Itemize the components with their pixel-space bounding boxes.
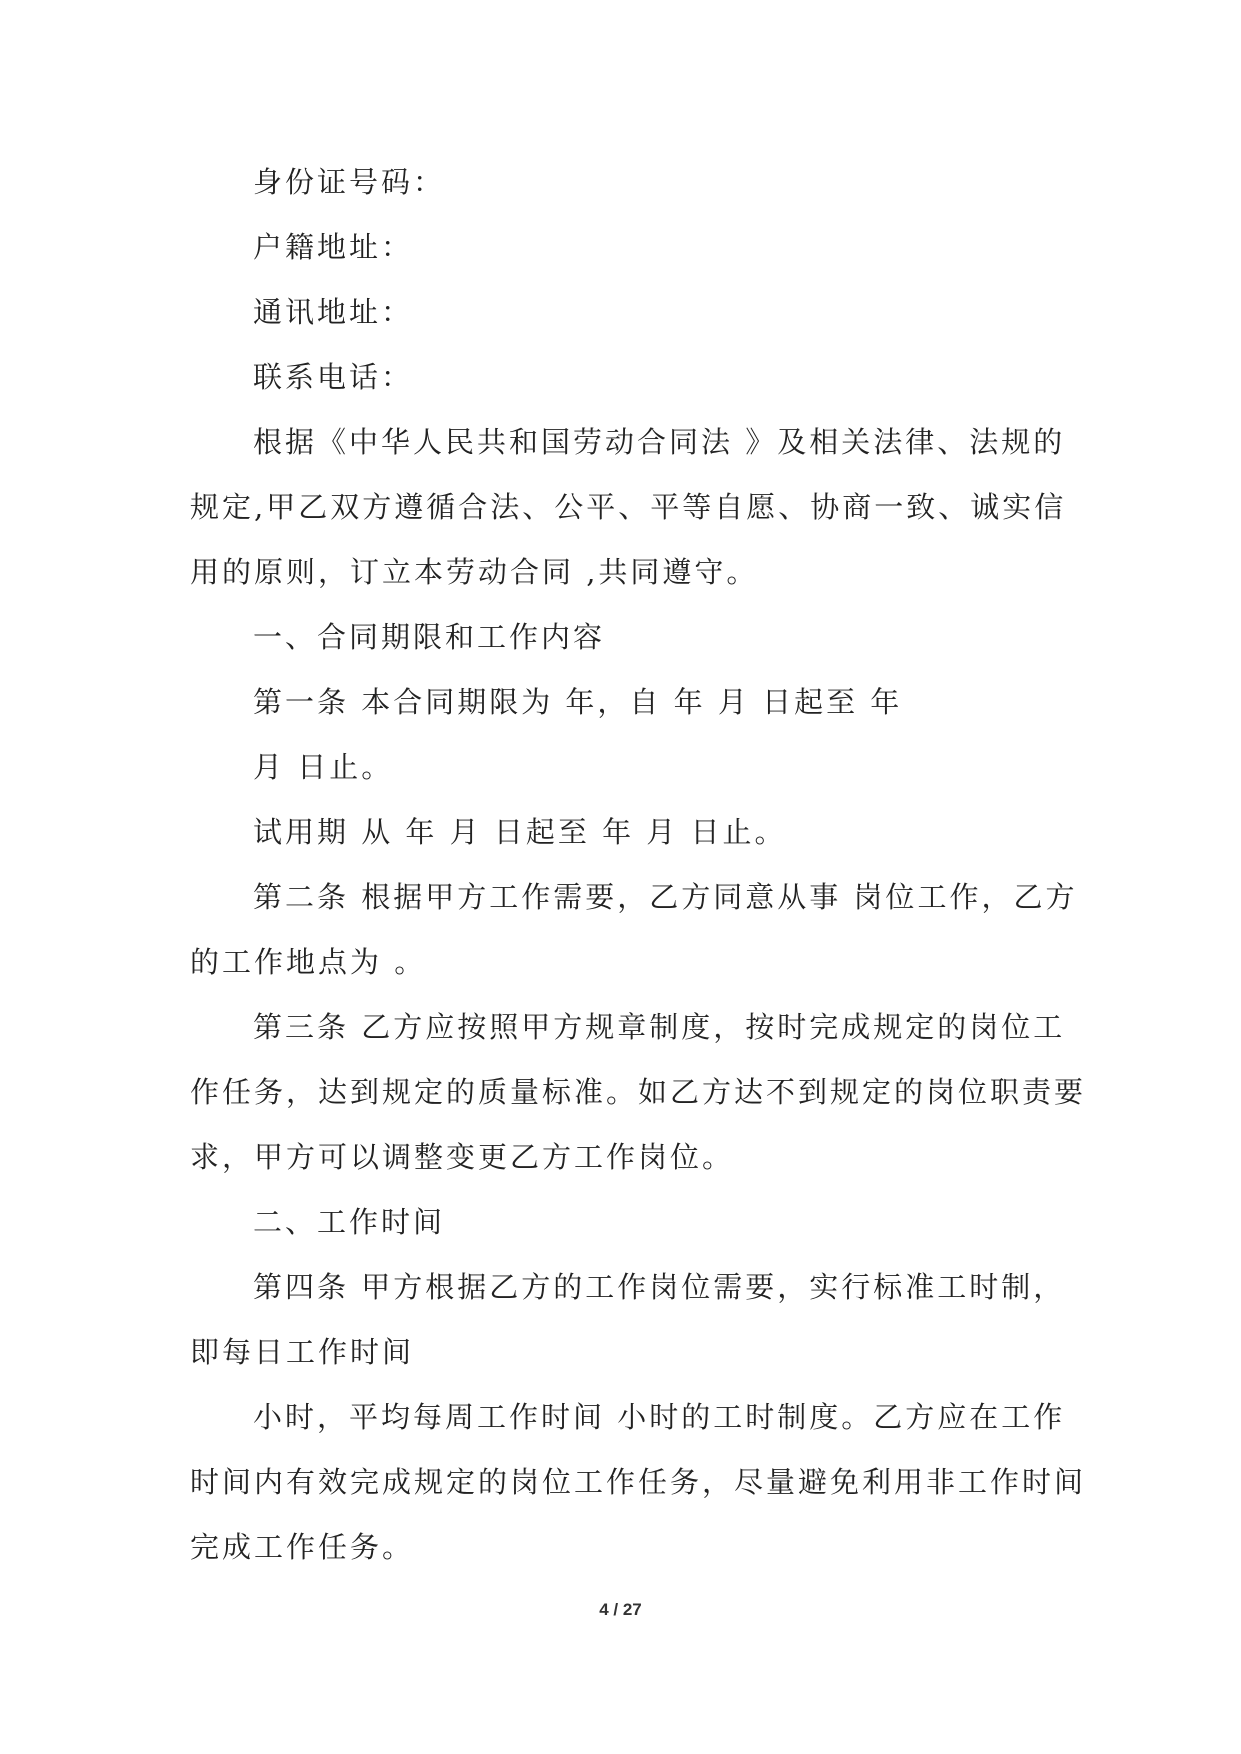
mailing-address-label: 通讯地址： <box>253 295 414 329</box>
paragraph-line: 用的原则，订立本劳动合同 ,共同遵守。 <box>190 555 759 589</box>
paragraph-line: 根据《中华人民共和国劳动合同法 》及相关法律、法规的 <box>253 425 1066 459</box>
page-number: 4 / 27 <box>599 1600 642 1619</box>
household-address-label: 户籍地址： <box>253 230 414 264</box>
article-line: 第四条 甲方根据乙方的工作岗位需要，实行标准工时制， <box>253 1270 1066 1304</box>
article-line: 作任务，达到规定的质量标准。如乙方达不到规定的岗位职责要 <box>190 1075 1087 1109</box>
article-line: 试用期 从 年 月 日起至 年 月 日止。 <box>253 815 787 849</box>
article-line: 完成工作任务。 <box>190 1530 415 1564</box>
article-line: 求，甲方可以调整变更乙方工作岗位。 <box>190 1140 735 1174</box>
article-line: 时间内有效完成规定的岗位工作任务，尽量避免利用非工作时间 <box>190 1465 1087 1499</box>
article-line: 小时，平均每周工作时间 小时的工时制度。乙方应在工作 <box>253 1400 1066 1434</box>
article-line: 的工作地点为 。 <box>190 945 427 979</box>
phone-label: 联系电话： <box>253 360 414 394</box>
article-line: 第二条 根据甲方工作需要，乙方同意从事 岗位工作，乙方 <box>253 880 1078 914</box>
paragraph-line: 规定,甲乙双方遵循合法、公平、平等自愿、协商一致、诚实信 <box>190 490 1067 524</box>
article-line: 第三条 乙方应按照甲方规章制度，按时完成规定的岗位工 <box>253 1010 1066 1044</box>
article-line: 月 日止。 <box>253 750 394 784</box>
section-heading: 一、合同期限和工作内容 <box>253 620 606 654</box>
article-line: 第一条 本合同期限为 年，自 年 月 日起至 年 <box>253 685 903 719</box>
section-heading: 二、工作时间 <box>253 1205 446 1239</box>
article-line: 即每日工作时间 <box>190 1335 415 1369</box>
id-number-label: 身份证号码： <box>253 165 446 199</box>
